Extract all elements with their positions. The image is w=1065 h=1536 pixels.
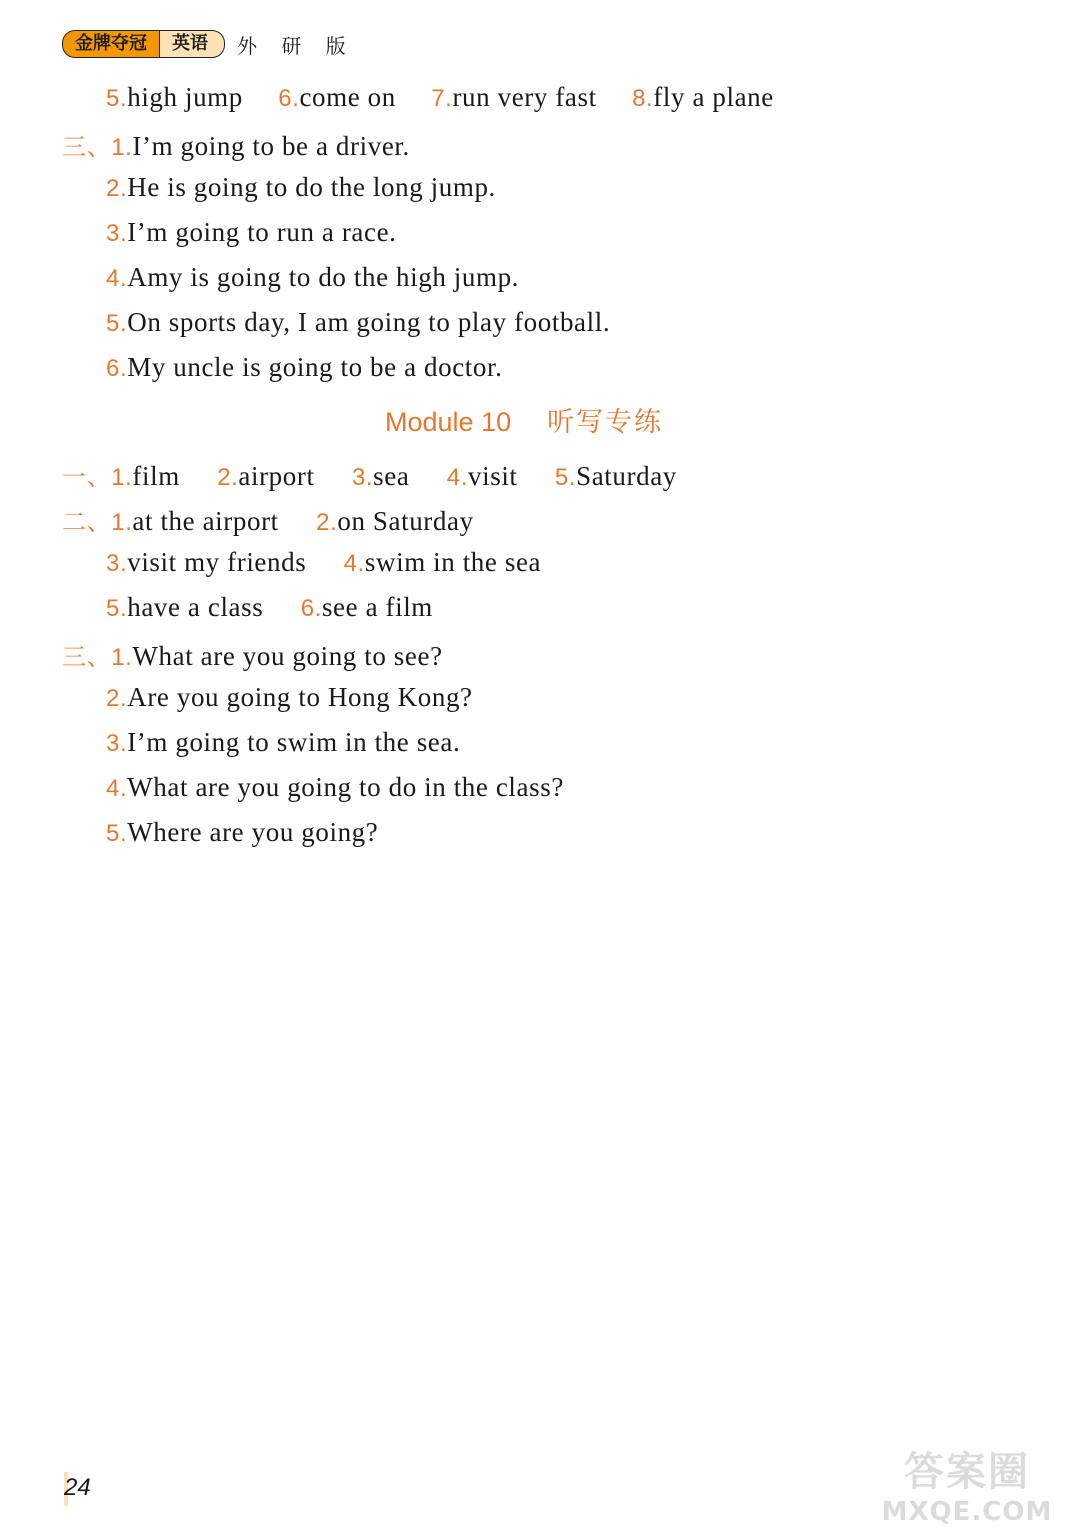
item-number: 3. — [351, 464, 374, 491]
answer-text: Amy is going to do the high jump. — [127, 262, 520, 292]
answer-text: airport — [238, 461, 315, 491]
answer-line — [62, 457, 677, 492]
answer-text: What are you going to do in the class? — [127, 772, 564, 802]
item-number: 1. — [111, 464, 133, 491]
answer-line — [106, 307, 610, 338]
answer-text: I’m going to run a race. — [127, 217, 397, 247]
item-number: 7. — [431, 85, 453, 112]
answer-line — [106, 592, 433, 623]
watermark-logo — [877, 1440, 1057, 1530]
answer-line — [106, 217, 397, 248]
item-number: 5. — [106, 595, 128, 622]
item-number: 5. — [106, 85, 128, 112]
module-heading — [385, 400, 663, 439]
answer-line — [106, 172, 496, 203]
answer-text: I’m going to be a driver. — [132, 131, 410, 161]
answer-text: high jump — [127, 82, 243, 112]
answer-line — [62, 127, 410, 162]
answer-text: come on — [299, 82, 396, 112]
answer-line — [62, 637, 443, 672]
item-number: 3. — [106, 730, 128, 757]
answer-line — [106, 352, 502, 383]
section-label: 一、 — [62, 463, 112, 491]
answer-text: have a class — [127, 592, 264, 622]
answer-text: What are you going to see? — [132, 641, 443, 671]
item-number: 2. — [106, 175, 128, 202]
answer-text: film — [132, 461, 180, 491]
answer-line — [106, 262, 519, 293]
answer-line — [62, 502, 474, 537]
item-number: 1. — [111, 644, 133, 671]
answer-text: at the airport — [132, 506, 279, 536]
answer-line — [106, 817, 378, 848]
subject-badge: 英语 — [159, 30, 225, 58]
answer-text: sea — [373, 461, 410, 491]
answer-line — [106, 727, 460, 758]
answer-text: My uncle is going to be a doctor. — [127, 352, 503, 382]
watermark-bottom: MXQE.COM — [881, 1497, 1053, 1527]
answer-text: see a film — [321, 592, 433, 622]
item-number: 1. — [111, 509, 133, 536]
answer-text: visit my friends — [127, 547, 307, 577]
module-subtitle: 听写专练 — [547, 407, 664, 438]
brand-badge: 金牌夺冠 — [62, 30, 159, 58]
item-number: 2. — [316, 509, 338, 536]
answer-text: Saturday — [576, 461, 677, 491]
answer-text: run very fast — [452, 82, 597, 112]
item-number: 4. — [106, 265, 128, 292]
item-number: 4. — [343, 550, 365, 577]
item-number: 5. — [106, 820, 128, 847]
section-label: 二、 — [62, 508, 112, 536]
answer-line — [106, 82, 774, 113]
answer-line — [106, 547, 541, 578]
item-number: 5. — [554, 464, 577, 491]
answer-text: fly a plane — [653, 82, 774, 112]
answer-line — [106, 772, 564, 803]
answer-text: On sports day, I am going to play football. — [127, 307, 611, 337]
answer-text: Are you going to Hong Kong? — [127, 682, 473, 712]
answer-text: swim in the sea — [364, 547, 542, 577]
item-number: 3. — [106, 550, 128, 577]
item-number: 1. — [111, 134, 133, 161]
item-number: 2. — [106, 685, 128, 712]
answer-text: I’m going to swim in the sea. — [127, 727, 461, 757]
module-title: Module 10 — [385, 407, 512, 437]
answer-text: visit — [468, 461, 518, 491]
edition-label: 外 研 版 — [237, 33, 355, 58]
section-label: 三、 — [62, 643, 112, 671]
item-number: 6. — [106, 355, 128, 382]
item-number: 3. — [106, 220, 128, 247]
answer-text: Where are you going? — [127, 817, 379, 847]
answer-line — [106, 682, 473, 713]
page-number: 24 — [64, 1474, 91, 1501]
item-number: 6. — [300, 595, 322, 622]
item-number: 4. — [446, 464, 469, 491]
answer-text: on Saturday — [337, 506, 474, 536]
watermark-top: 答案圈 — [904, 1449, 1030, 1495]
item-number: 8. — [632, 85, 654, 112]
section-label: 三、 — [62, 133, 112, 161]
item-number: 6. — [278, 85, 300, 112]
item-number: 4. — [106, 775, 128, 802]
answer-text: He is going to do the long jump. — [127, 172, 496, 202]
page-header — [62, 30, 355, 58]
item-number: 5. — [106, 310, 128, 337]
item-number: 2. — [217, 464, 239, 491]
